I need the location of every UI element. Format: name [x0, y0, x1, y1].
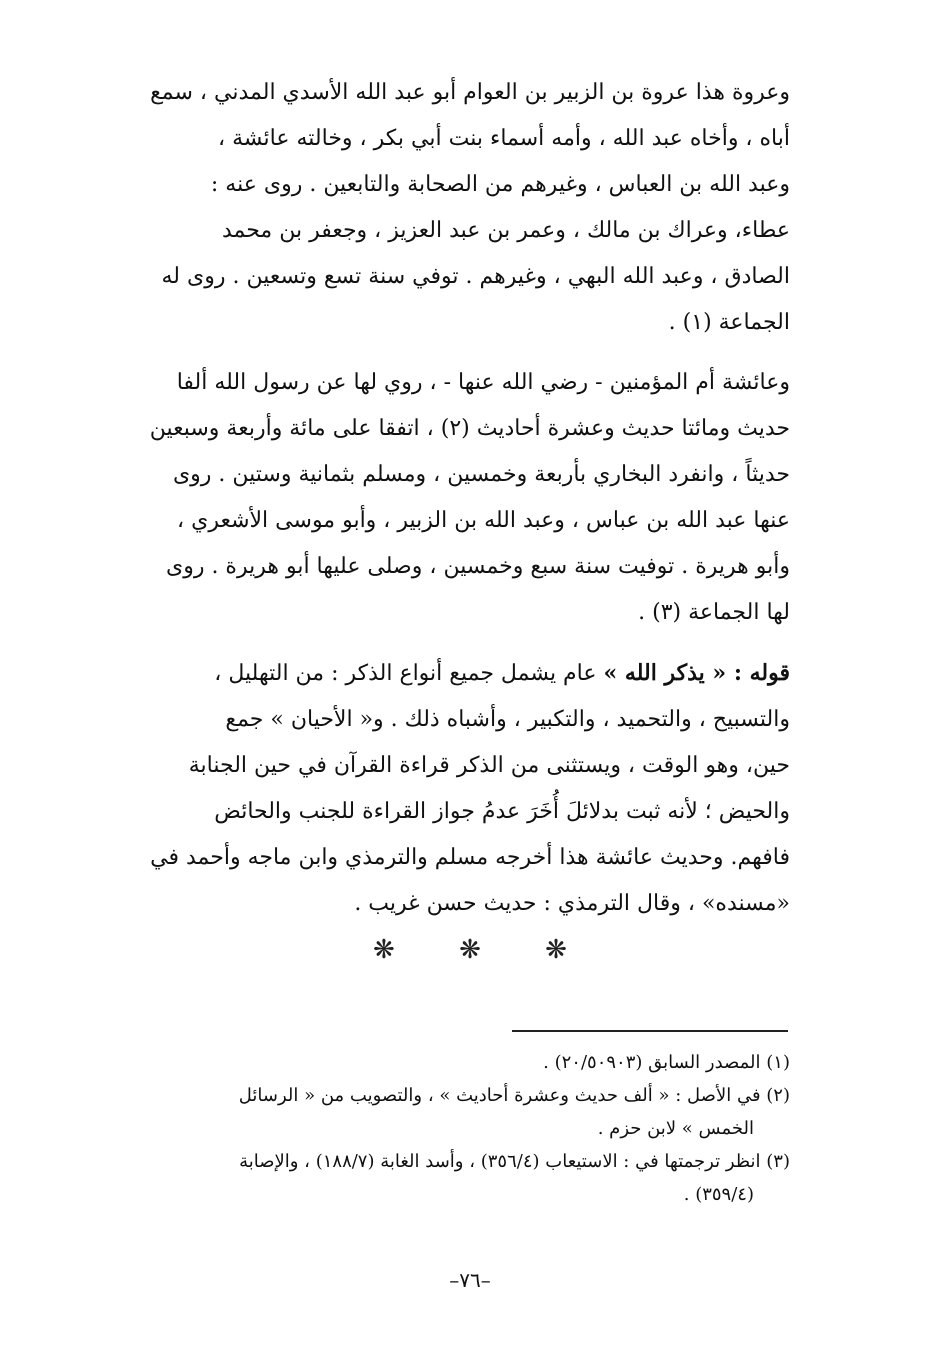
text-line: وعبد الله بن العباس ، وغيرهم من الصحابة والتابعين . روى عنه :: [210, 172, 790, 197]
text-line: عنها عبد الله بن عباس ، وعبد الله بن الزبير ، وأبو موسى الأشعري ،: [177, 508, 790, 533]
text-line: والتسبيح ، والتحميد ، والتكبير ، وأشباه ذلك . و« الأحيان » جمع: [225, 707, 790, 732]
footnote-continuation: (٣٥٩/٤) .: [683, 1184, 754, 1205]
footnote-text: (٣) انظر ترجمتها في : الاستيعاب (٣٥٦/٤) ، وأسد الغابة (١٨٨/٧) ، والإصابة: [239, 1151, 790, 1172]
text-line: والحيض ؛ لأنه ثبت بدلائلَ أُخَرَ عدمُ جواز القراءة للجنب والحائض: [214, 799, 790, 824]
footnote-text: (٢) في الأصل : « ألف حديث وعشرة أحاديث » ، والتصويب من « الرسائل: [238, 1085, 790, 1106]
footnote-divider: [512, 1030, 788, 1032]
main-text: [100, 70, 790, 927]
text-line: حديثاً ، وانفرد البخاري بأربعة وخمسين ، ومسلم بثمانية وستين . روى: [172, 462, 790, 487]
text-line-first: [100, 650, 790, 697]
paragraph-aisha: [100, 360, 790, 636]
text-line: وأبو هريرة . توفيت سنة سبع وخمسين ، وصلى عليها أبو هريرة . روى: [165, 554, 790, 579]
text-line: وعروة هذا عروة بن الزبير بن العوام أبو عبد الله الأسدي المدني ، سمع: [150, 80, 790, 105]
text-line: عطاء، وعراك بن مالك ، وعمر بن عبد العزيز ، وجعفر بن محمد: [221, 218, 790, 243]
paragraph-commentary: [100, 650, 790, 927]
footnote-2: [105, 1079, 790, 1145]
quoted-phrase: قوله : « يذكر الله »: [603, 660, 790, 686]
star-ornament-icon: ❋: [373, 935, 395, 965]
footnote-text: (١) المصدر السابق (٢٠/٥٠٩٠٣) .: [543, 1052, 790, 1073]
star-ornament-icon: ❋: [545, 935, 567, 965]
text-line: أباه ، وأخاه عبد الله ، وأمه أسماء بنت أبي بكر ، وخالته عائشة ،: [218, 126, 790, 151]
text-line: الصادق ، وعبد الله البهي ، وغيرهم . توفي سنة تسع وتسعين . روى له: [161, 264, 790, 289]
paragraph-urwa: [100, 70, 790, 346]
footnote-1: [105, 1046, 790, 1079]
text-line: «مسنده» ، وقال الترمذي : حديث حسن غريب .: [354, 891, 790, 916]
text-line: حديث ومائتا حديث وعشرة أحاديث (٢) ، اتفقا على مائة وأربعة وسبعين: [149, 416, 790, 441]
text-line: لها الجماعة (٣) .: [638, 600, 790, 625]
text-line: وعائشة أم المؤمنين - رضي الله عنها - ، روي لها عن رسول الله ألفا: [176, 370, 790, 395]
text-line: حين، وهو الوقت ، ويستثنى من الذكر قراءة القرآن في حين الجنابة: [188, 753, 790, 778]
text-line: فافهم. وحديث عائشة هذا أخرجه مسلم والترمذي وابن ماجه وأحمد في: [150, 845, 790, 870]
star-ornament-icon: ❋: [459, 935, 481, 965]
section-separator: [0, 935, 940, 965]
page-number: –٧٦–: [449, 1268, 491, 1292]
text-line-rest: عام يشمل جميع أنواع الذكر : من التهليل ،: [214, 661, 604, 686]
footnote-3: [105, 1145, 790, 1211]
footnotes: [105, 1046, 790, 1211]
text-line: الجماعة (١) .: [668, 310, 790, 335]
footnote-continuation: الخمس » لابن حزم .: [597, 1118, 754, 1139]
